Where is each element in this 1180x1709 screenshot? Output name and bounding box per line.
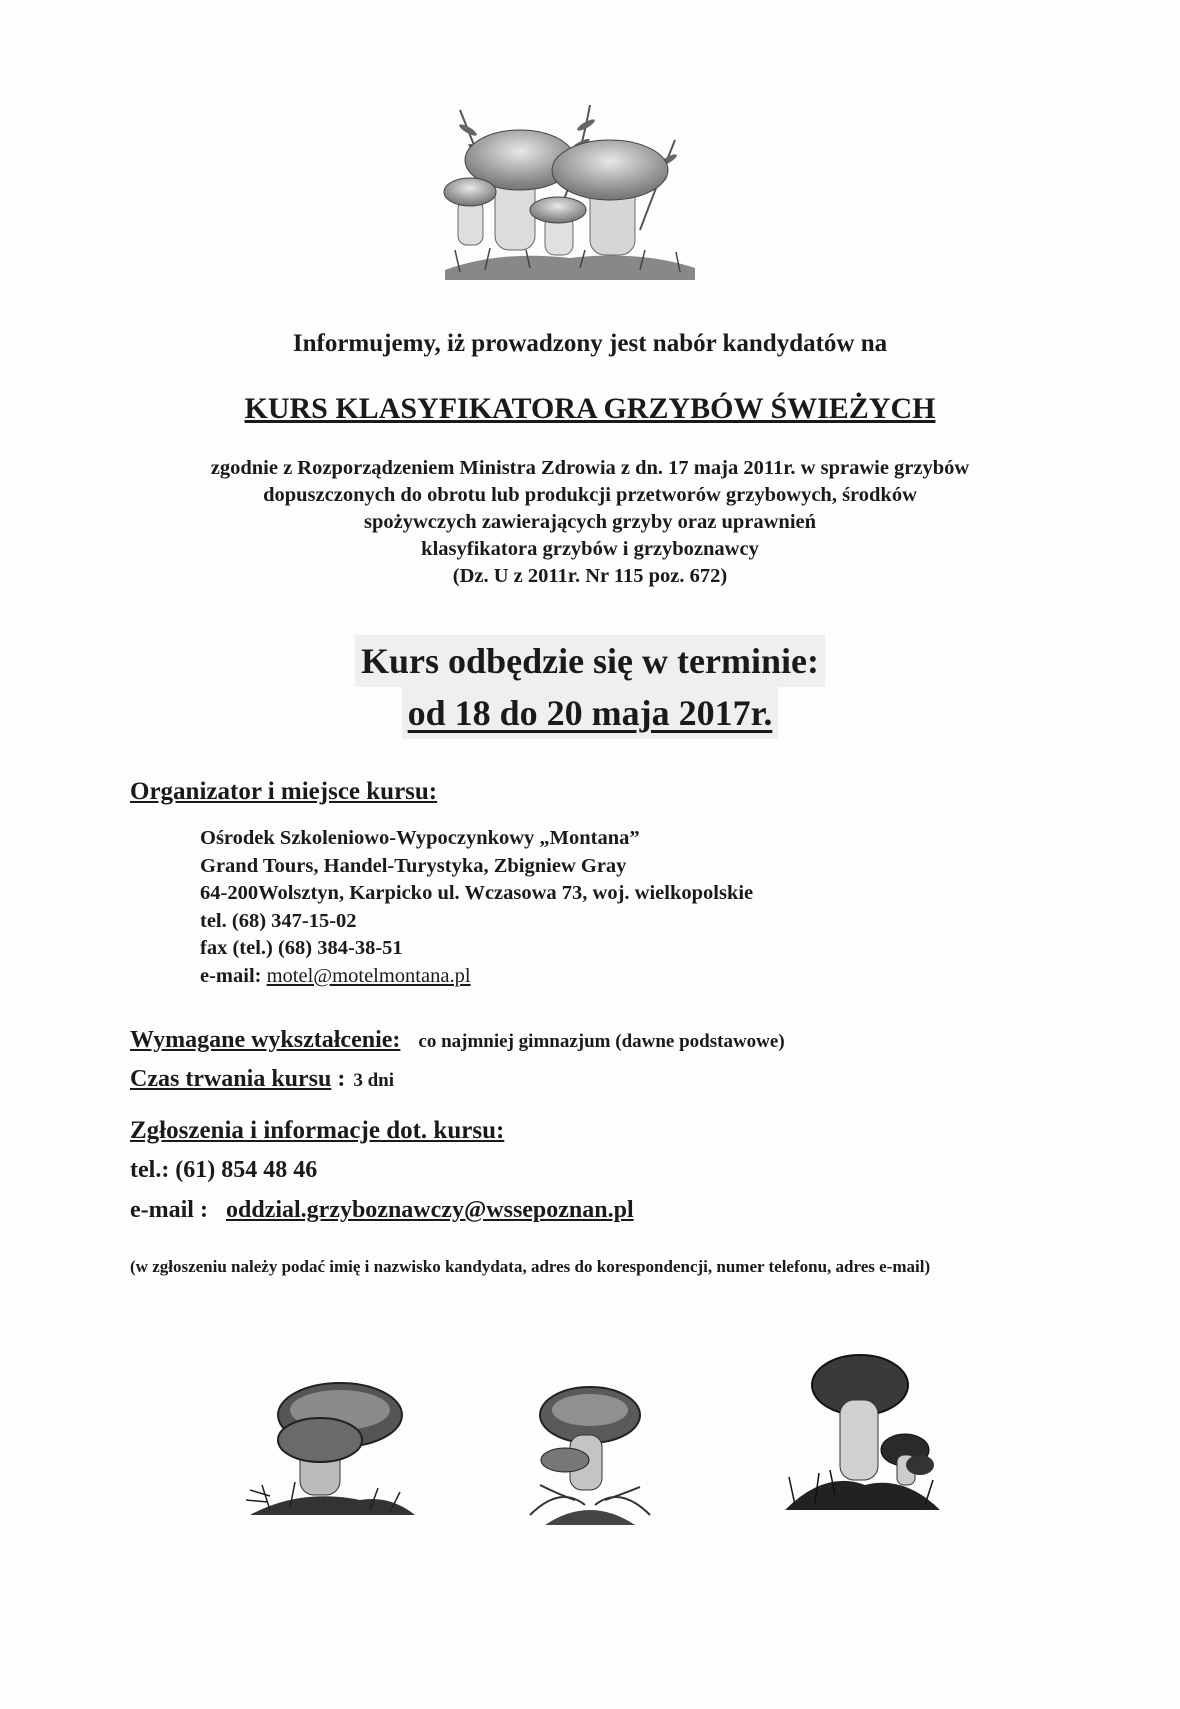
duration-separator: : (337, 1066, 346, 1092)
education-requirement (130, 1027, 785, 1054)
registration-tel: tel.: (61) 854 48 46 (130, 1157, 318, 1183)
organizer-tel: tel. (68) 347-15-02 (200, 909, 357, 932)
organizer-company: Grand Tours, Handel-Turystyka, Zbigniew Gray (200, 854, 627, 877)
registration-email-label: e-mail : (130, 1197, 208, 1223)
duration-label: Czas trwania kursu (130, 1066, 332, 1092)
regulation-reference (0, 455, 1180, 590)
education-value: co najmniej gimnazjum (dawne podstawowe) (418, 1031, 785, 1052)
regulation-line: dopuszczonych do obrotu lub produkcji przetworów grzybowych, środków (263, 484, 917, 506)
organizer-details (200, 825, 753, 990)
mushroom-illustration-left (240, 1370, 420, 1520)
registration-email-link[interactable]: oddzial.grzyboznawczy@wssepoznan.pl (225, 1197, 634, 1223)
intro-text: Informujemy, iż prowadzony jest nabór kandydatów na (292, 330, 888, 357)
organizer-email-link[interactable]: motel@motelmontana.pl (266, 964, 471, 987)
registration-note: (w zgłoszeniu należy podać imię i nazwisko kandydata, adres do korespondencji, numer telefonu, adres e-mail) (130, 1257, 931, 1276)
education-label: Wymagane wykształcenie: (130, 1027, 401, 1053)
organizer-name: Ośrodek Szkoleniowo-Wypoczynkowy „Montana” (200, 827, 640, 849)
organizer-fax: fax (tel.) (68) 384-38-51 (200, 937, 403, 959)
regulation-line: klasyfikatora grzybów i grzyboznawcy (421, 538, 759, 560)
regulation-line: (Dz. U z 2011r. Nr 115 poz. 672) (452, 565, 728, 587)
registration-email-row (130, 1197, 634, 1224)
course-term (0, 635, 1180, 739)
duration-value: 3 dni (353, 1070, 395, 1091)
mushroom-illustration-center (520, 1375, 660, 1525)
regulation-line: zgodnie z Rozporządzeniem Ministra Zdrowia z dn. 17 maja 2011r. w sprawie grzybów (210, 457, 970, 479)
term-dates: od 18 do 20 maja 2017r. (402, 687, 779, 739)
duration-row (130, 1066, 394, 1093)
organizer-heading: Organizator i miejsce kursu: (130, 778, 438, 805)
organizer-address: 64-200Wolsztyn, Karpicko ul. Wczasowa 73, woj. wielkopolskie (200, 882, 754, 904)
registration-heading: Zgłoszenia i informacje dot. kursu: (130, 1117, 505, 1144)
organizer-email-row (200, 963, 753, 991)
organizer-email-label: e-mail: (200, 964, 262, 987)
mushrooms-ferns-illustration (440, 100, 700, 280)
term-heading: Kurs odbędzie się w terminie: (355, 635, 825, 687)
course-title: KURS KLASYFIKATORA GRZYBÓW ŚWIEŻYCH (244, 392, 936, 425)
regulation-line: spożywczych zawierających grzyby oraz uprawnień (363, 511, 817, 533)
mushroom-illustration-right (775, 1345, 945, 1515)
